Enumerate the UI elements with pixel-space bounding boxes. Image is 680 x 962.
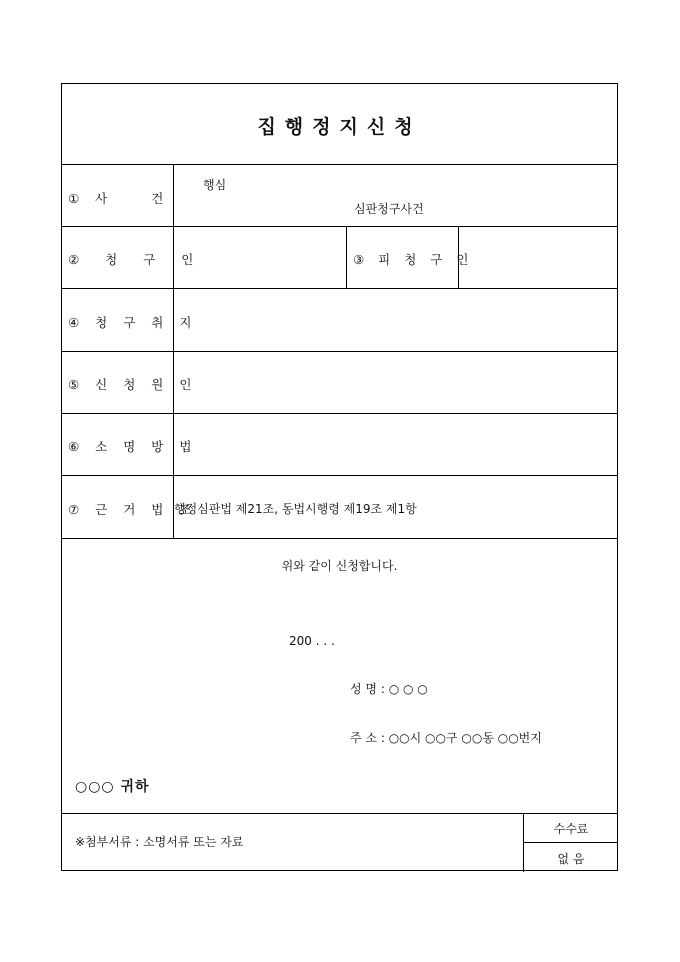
row-divider bbox=[62, 813, 617, 814]
basis-value: 행정심판법 제21조, 동법시행령 제19조 제1항 bbox=[174, 502, 417, 516]
row-divider bbox=[62, 164, 617, 165]
row-divider bbox=[62, 288, 617, 289]
respondent-divider bbox=[346, 226, 347, 288]
basis-label: ⑦ 근 거 법 조 bbox=[68, 502, 198, 517]
addressee: ○○○ 귀하 bbox=[75, 779, 150, 795]
case-value-suffix: 심판청구사건 bbox=[354, 202, 424, 216]
name-label: 성 명 : bbox=[350, 682, 385, 696]
respondent-label: ③ 피 청 구 인 bbox=[353, 252, 474, 267]
case-value-prefix: 행심 bbox=[203, 178, 227, 192]
label-column-divider bbox=[173, 164, 174, 538]
fee-label: 수수료 bbox=[553, 822, 589, 836]
declaration-date: 200 . . . bbox=[289, 634, 335, 648]
row-divider bbox=[62, 475, 617, 476]
address-row bbox=[350, 729, 542, 746]
petitioner-label: ② 청 구 인 bbox=[68, 252, 205, 267]
row-divider bbox=[62, 226, 617, 227]
row-divider bbox=[62, 538, 617, 539]
attachments-note: ※첨부서류 : 소명서류 또는 자료 bbox=[75, 835, 244, 849]
row-divider bbox=[62, 413, 617, 414]
row-divider bbox=[62, 351, 617, 352]
form-title: 집행정지신청 bbox=[257, 116, 422, 138]
fee-divider bbox=[523, 842, 617, 843]
purpose-label: ④ 청 구 취 지 bbox=[68, 315, 198, 330]
reason-label: ⑤ 신 청 원 인 bbox=[68, 377, 198, 392]
proof-label: ⑥ 소 명 방 법 bbox=[68, 439, 198, 454]
address-value: ○○시 ○○구 ○○동 ○○번지 bbox=[388, 731, 542, 745]
address-label: 주 소 : bbox=[350, 731, 385, 745]
application-form bbox=[61, 83, 618, 871]
fee-value: 없 음 bbox=[557, 852, 585, 866]
declaration-statement: 위와 같이 신청합니다. bbox=[281, 559, 398, 573]
name-row bbox=[350, 680, 428, 697]
case-label: ① 사 건 bbox=[68, 191, 170, 206]
name-value: ○ ○ ○ bbox=[388, 682, 428, 696]
